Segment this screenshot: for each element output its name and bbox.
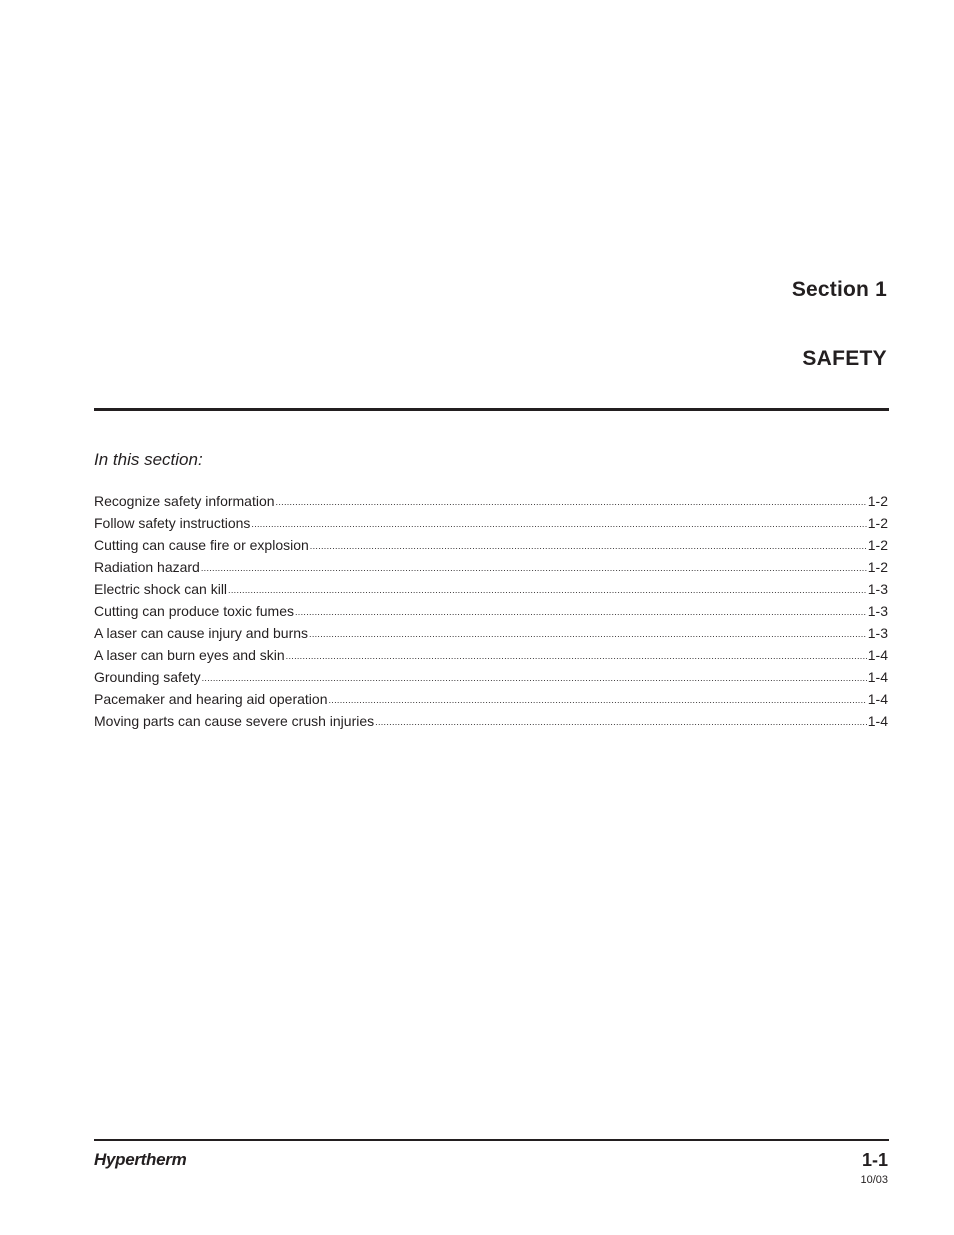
toc-entry-page: 1-4 bbox=[867, 647, 888, 663]
toc-entry[interactable] bbox=[94, 710, 888, 732]
toc-entry-title: A laser can cause injury and burns bbox=[94, 625, 309, 641]
toc-entry[interactable] bbox=[94, 578, 888, 600]
toc-entry-title: Cutting can produce toxic fumes bbox=[94, 603, 294, 619]
header-divider bbox=[94, 408, 889, 411]
toc-entry-page: 1-4 bbox=[867, 691, 888, 707]
section-title: SAFETY bbox=[802, 347, 887, 370]
dot-leader bbox=[310, 535, 867, 557]
toc-entry[interactable] bbox=[94, 512, 888, 534]
footer-divider bbox=[94, 1139, 889, 1141]
toc-entry[interactable] bbox=[94, 556, 888, 578]
toc-entry-page: 1-2 bbox=[867, 493, 888, 509]
toc-entry[interactable] bbox=[94, 666, 888, 688]
dot-leader bbox=[286, 645, 867, 667]
toc-entry[interactable] bbox=[94, 534, 888, 556]
toc-entry-title: Electric shock can kill bbox=[94, 581, 228, 597]
toc-entry-title: Grounding safety bbox=[94, 669, 201, 685]
dot-leader bbox=[329, 689, 867, 711]
dot-leader bbox=[251, 513, 866, 535]
dot-leader bbox=[375, 711, 867, 733]
toc-entry-page: 1-2 bbox=[867, 559, 888, 575]
toc-entry-page: 1-3 bbox=[867, 625, 888, 641]
toc-entry-page: 1-2 bbox=[867, 537, 888, 553]
toc-entry-title: Moving parts can cause severe crush injuries bbox=[94, 713, 375, 729]
dot-leader bbox=[295, 601, 867, 623]
toc-entry-page: 1-4 bbox=[867, 669, 888, 685]
toc-entry-page: 1-4 bbox=[867, 713, 888, 729]
toc-entry-page: 1-2 bbox=[867, 515, 888, 531]
dot-leader bbox=[309, 623, 867, 645]
toc-entry[interactable] bbox=[94, 688, 888, 710]
section-number: Section 1 bbox=[791, 278, 887, 301]
toc-entry-title: A laser can burn eyes and skin bbox=[94, 647, 285, 663]
brand-logo: Hypertherm bbox=[94, 1150, 187, 1169]
dot-leader bbox=[228, 579, 867, 601]
toc-entry-title: Pacemaker and hearing aid operation bbox=[94, 691, 328, 707]
table-of-contents bbox=[94, 490, 888, 732]
toc-entry[interactable] bbox=[94, 490, 888, 512]
toc-entry-page: 1-3 bbox=[867, 603, 888, 619]
toc-intro: In this section: bbox=[94, 450, 203, 469]
toc-entry-title: Recognize safety information bbox=[94, 493, 275, 509]
toc-entry-title: Follow safety instructions bbox=[94, 515, 251, 531]
toc-entry-page: 1-3 bbox=[867, 581, 888, 597]
page-number: 1-1 bbox=[861, 1150, 888, 1170]
toc-entry-title: Radiation hazard bbox=[94, 559, 200, 575]
dot-leader bbox=[201, 557, 867, 579]
toc-entry-title: Cutting can cause fire or explosion bbox=[94, 537, 309, 553]
revision-date: 10/03 bbox=[860, 1174, 888, 1186]
toc-entry[interactable] bbox=[94, 622, 888, 644]
toc-entry[interactable] bbox=[94, 644, 888, 666]
dot-leader bbox=[202, 667, 867, 689]
dot-leader bbox=[276, 491, 867, 513]
toc-entry[interactable] bbox=[94, 600, 888, 622]
